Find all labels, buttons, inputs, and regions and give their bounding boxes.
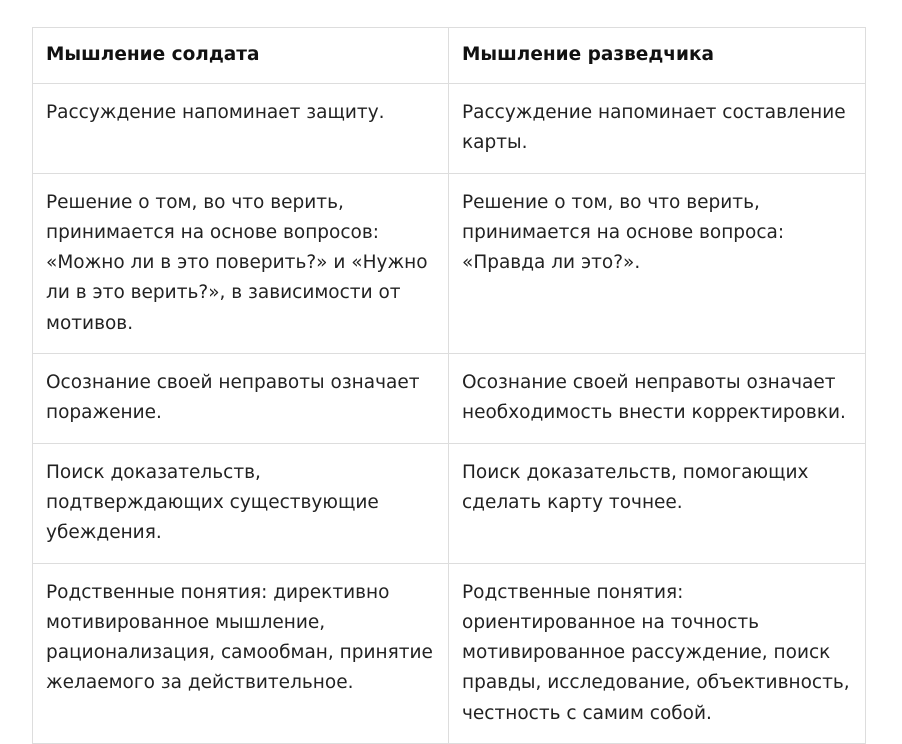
header-row <box>33 28 866 84</box>
soldier-cell-belief-decision: Решение о том, во что верить, принимается на основе вопросов: «Можно ли в это поверить?» и «Нужно ли в это верить?», в зависимости от мотивов. <box>33 173 449 353</box>
soldier-cell-reasoning: Рассуждение напоминает защиту. <box>33 84 449 174</box>
table-row <box>33 443 866 563</box>
scout-cell-reasoning: Рассуждение напоминает составление карты. <box>449 84 866 174</box>
soldier-cell-evidence: Поиск доказательств, подтверждающих существующие убеждения. <box>33 443 449 563</box>
table-row <box>33 84 866 174</box>
table-header <box>33 28 866 84</box>
table-body <box>33 84 866 744</box>
comparison-table <box>32 27 866 744</box>
table-row <box>33 563 866 743</box>
scout-cell-being-wrong: Осознание своей неправоты означает необходимость внести корректировки. <box>449 354 866 444</box>
table-row <box>33 173 866 353</box>
header-soldier-mindset: Мышление солдата <box>33 28 449 84</box>
scout-cell-related-concepts: Родственные понятия: ориентированное на точность мотивированное рассуждение, поиск правды, исследование, объективность, честность с самим собой. <box>449 563 866 743</box>
scout-cell-evidence: Поиск доказательств, помогающих сделать карту точнее. <box>449 443 866 563</box>
table-row <box>33 354 866 444</box>
scout-cell-belief-decision: Решение о том, во что верить, принимается на основе вопроса: «Правда ли это?». <box>449 173 866 353</box>
soldier-cell-being-wrong: Осознание своей неправоты означает поражение. <box>33 354 449 444</box>
header-scout-mindset: Мышление разведчика <box>449 28 866 84</box>
soldier-cell-related-concepts: Родственные понятия: директивно мотивированное мышление, рационализация, самообман, принятие желаемого за действительное. <box>33 563 449 743</box>
